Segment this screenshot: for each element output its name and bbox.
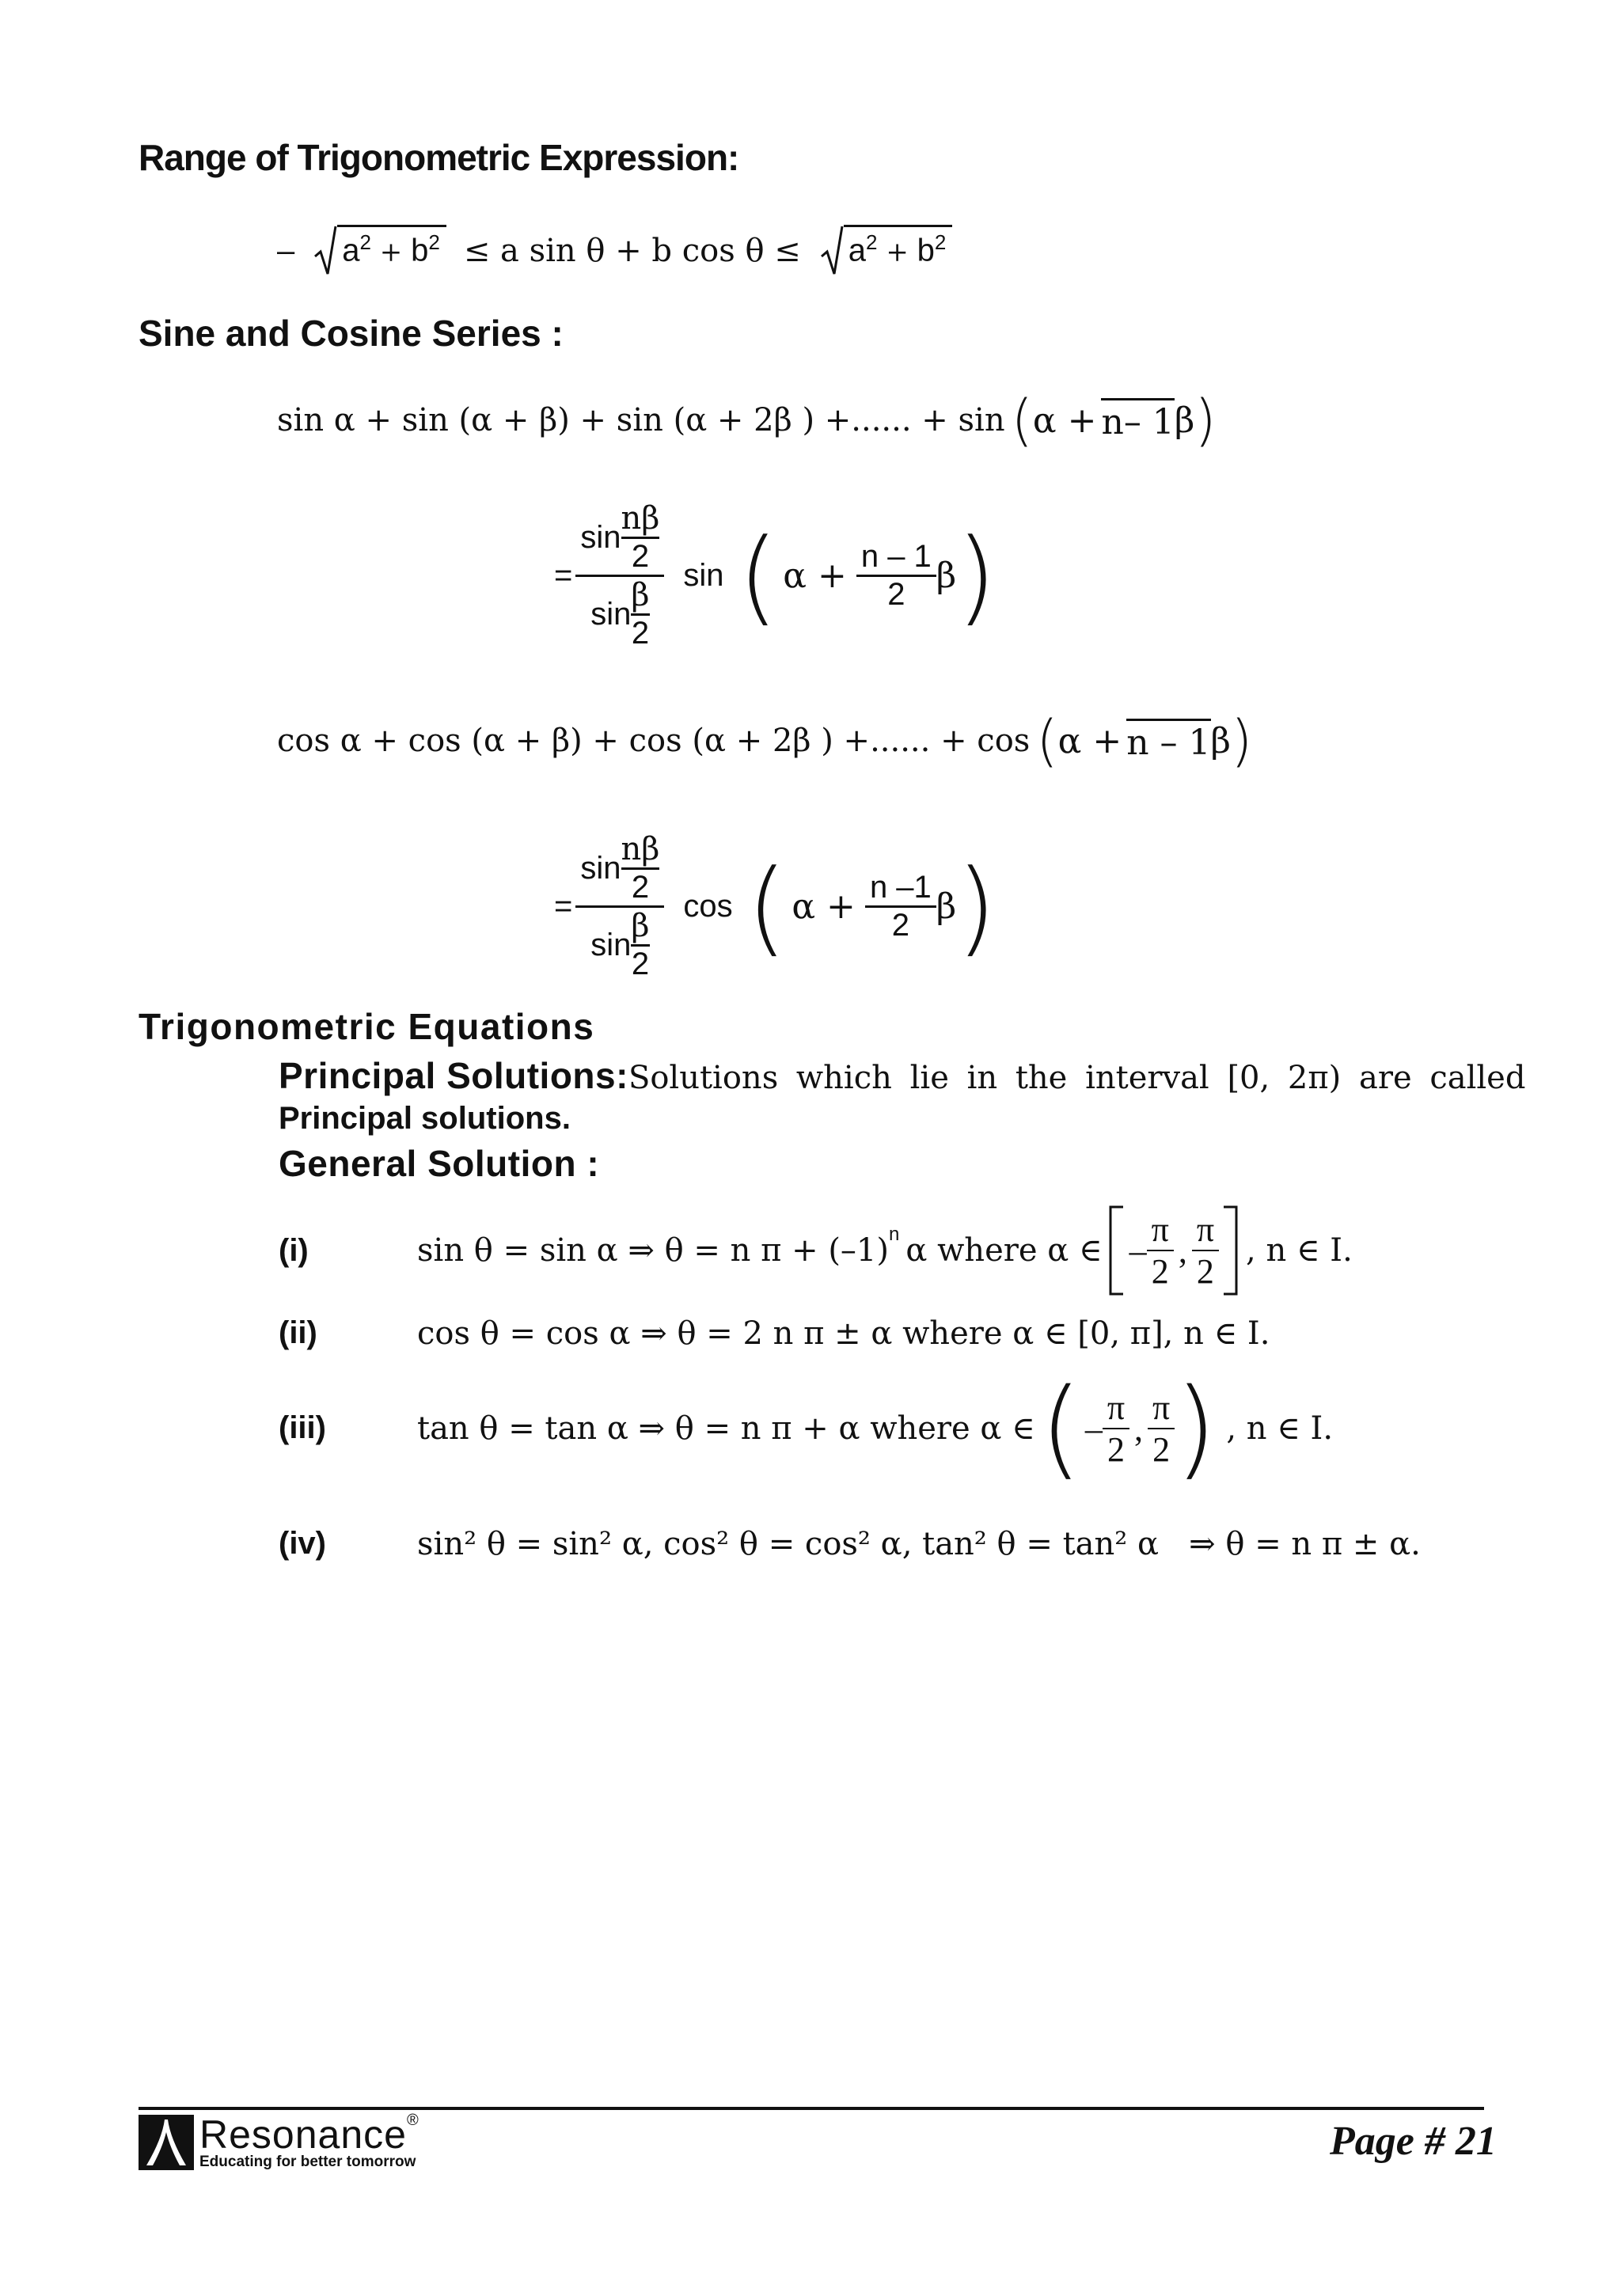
principal-solutions-line (279, 1054, 1526, 1097)
sine-series-rhs: = sin $\frac{n\beta}{2}$ sin $\frac{\beta}{2}$ sin ( α + $\frac{n - 1}{2}$ β ) (554, 500, 997, 651)
radical-sign-icon (313, 225, 337, 277)
principal-label: Principal Solutions: (279, 1055, 628, 1096)
sqrt-right: $a^2 + b^2$ (820, 225, 953, 277)
item-iii-number: (iii) (279, 1410, 326, 1445)
right-bracket-icon (1222, 1205, 1239, 1296)
item-i-number: (i) (279, 1233, 309, 1268)
range-inequality (277, 225, 952, 277)
item-iv-equation: sin² θ = sin² α, cos² θ = cos² α, tan² θ = tan² α ⇒ θ = n π ± α. (417, 1526, 1421, 1562)
minus-sign: – (277, 233, 295, 268)
brand-name: Resonance® (199, 2112, 419, 2157)
cos-series-fraction: sin $\frac{n\beta}{2}$ sin $\frac{\beta}{2}$ (575, 831, 664, 982)
item-i-equation: sin θ = sin α ⇒ θ = n π + (–1) $^n$ α where α ∈ – $\frac{\pi}{2}$ , $\frac{\pi}{2}$ , n ∈ I. (417, 1205, 1353, 1296)
sqrt-left: $a^2 + b^2$ (313, 225, 446, 277)
principal-text-2: Principal solutions. (279, 1101, 571, 1136)
left-bracket-icon (1107, 1205, 1125, 1296)
resonance-logo-icon (139, 2115, 194, 2170)
range-middle: ≤ a sin θ + b cos θ ≤ (463, 233, 801, 269)
item-iii-equation: tan θ = tan α ⇒ θ = n π + α where α ∈ ( – $\frac{\pi}{2}$ , $\frac{\pi}{2}$ ) , n ∈ I. (417, 1366, 1334, 1491)
principal-text: Solutions which lie in the interval [0, 2π) are called (628, 1060, 1526, 1096)
item-ii-equation: cos θ = cos α ⇒ θ = 2 n π ± α where α ∈ [0, π], n ∈ I. (417, 1315, 1270, 1352)
sine-series-fraction: sin $\frac{n\beta}{2}$ sin $\frac{\beta}{2}$ (575, 500, 664, 651)
heading-general-solution: General Solution : (279, 1143, 600, 1184)
brand-tagline: Educating for better tomorrow (199, 2154, 416, 2170)
cos-series-lhs: cos α + cos (α + β) + cos (α + 2β ) +...... + cos ( α + n – 1 β ) (277, 708, 1253, 773)
heading-trig-equations: Trigonometric Equations (139, 1006, 595, 1047)
heading-range: Range of Trigonometric Expression: (139, 137, 739, 178)
sine-series-lhs: sin α + sin (α + β) + sin (α + 2β ) +...... + sin ( α + n– 1 β ) (277, 388, 1217, 453)
heading-series: Sine and Cosine Series : (139, 313, 564, 354)
item-ii-number: (ii) (279, 1315, 317, 1350)
cos-series-rhs: = sin $\frac{n\beta}{2}$ sin $\frac{\beta}{2}$ cos ( α + $\frac{n -1}{2}$ β ) (554, 831, 997, 981)
page-number: Page # 21 (1330, 2119, 1497, 2164)
radical-sign-icon (820, 225, 844, 277)
item-iv-number: (iv) (279, 1526, 326, 1561)
footer-rule (139, 2107, 1484, 2110)
